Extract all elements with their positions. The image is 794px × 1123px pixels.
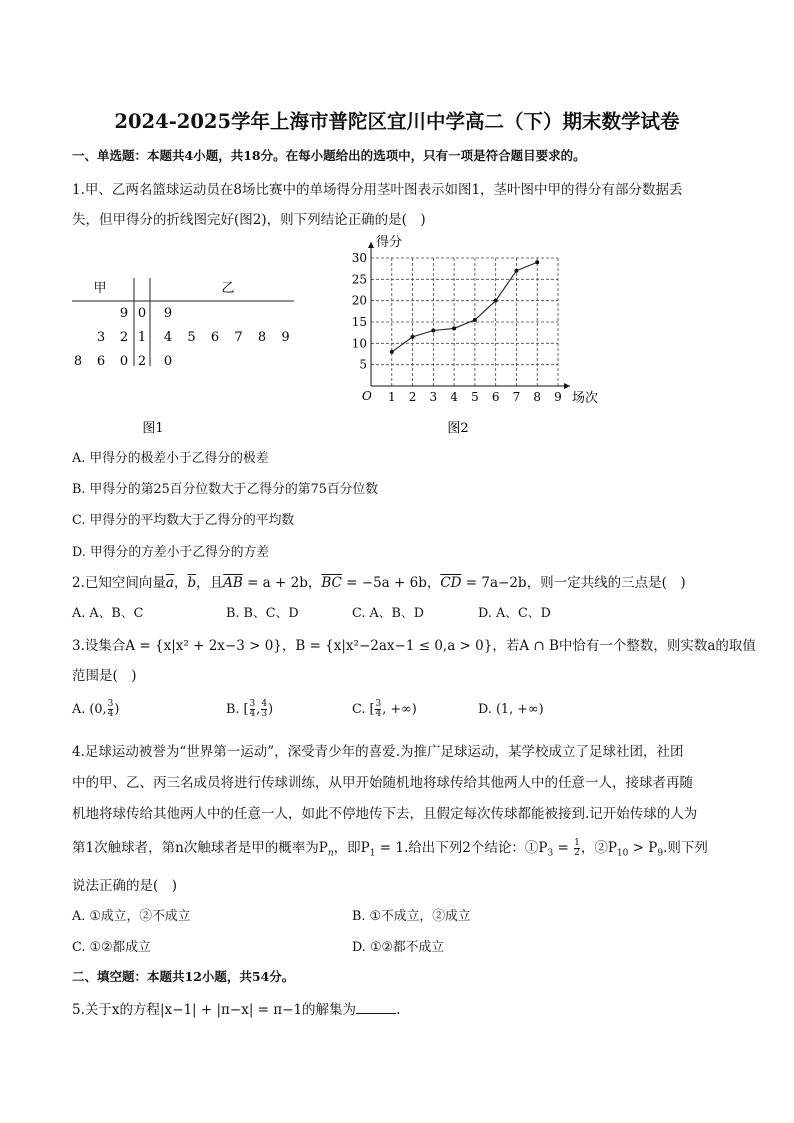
q1-option-b: B. 甲得分的第25百分位数大于乙得分的第75百分位数	[72, 482, 379, 497]
x-tick-label: 2	[408, 390, 417, 404]
fraction-denominator: 4	[107, 709, 114, 719]
q5-stem	[72, 998, 400, 1018]
q2-stem	[72, 571, 686, 591]
fraction-numerator: 3	[249, 699, 256, 709]
q2-comma: ，	[173, 575, 188, 591]
vector-a: $\overline{a}$	[165, 575, 174, 591]
q3-line-2: 范围是( )	[72, 668, 137, 684]
stem-leaf-right-leaf: 6	[210, 330, 220, 345]
subscript-9: 9	[657, 848, 664, 859]
q2-option-b: B. B、C、D	[226, 606, 299, 621]
q1-option-a: A. 甲得分的极差小于乙得分的极差	[72, 451, 269, 466]
data-point	[452, 326, 456, 330]
stem-leaf-left-leaf: 8	[73, 354, 83, 369]
subscript-n: n	[327, 848, 334, 859]
fraction-4-3	[261, 700, 267, 719]
stem-leaf-left-leaf: 2	[119, 330, 129, 345]
data-point	[473, 318, 477, 322]
x-tick-label: 7	[512, 390, 521, 404]
subscript-3: 3	[547, 848, 554, 859]
stem-leaf-stem: 0	[137, 306, 147, 321]
fraction-numerator: 1	[574, 838, 580, 848]
vector-ab: $\overline{AB}$	[223, 575, 243, 591]
q1-line-2: 失，但甲得分的折线图完好(图2)，则下列结论正确的是( )	[72, 212, 426, 228]
x-axis-label: 场次	[572, 391, 599, 406]
line-chart	[340, 230, 630, 440]
x-tick-label: 4	[450, 390, 458, 404]
page-title: 2024-2025学年上海市普陀区宜川中学高二（下）期末数学试卷	[114, 110, 680, 133]
vector-bc-expression: = −5a + 6b，	[341, 575, 441, 591]
stem-leaf-left-leaf: 6	[96, 354, 106, 369]
q4-text-c: = 1.给出下列2个结论：①P	[375, 840, 548, 856]
fraction-numerator: 3	[107, 699, 114, 709]
q2-option-c: C. A、B、D	[352, 606, 424, 621]
section-2-heading: 二、填空题：本题共12小题，共54分。	[72, 969, 295, 984]
q3-option-c-open: C. [	[352, 702, 375, 717]
figure-1-caption: 图1	[142, 421, 164, 436]
q2-option-a: A. A、B、C	[72, 606, 144, 621]
q3-option-c-close: , +∞)	[382, 702, 417, 717]
fraction-denominator: 2	[574, 848, 580, 858]
y-tick-label: 30	[351, 251, 367, 265]
fraction-denominator: 3	[261, 709, 268, 719]
q4-text-g: .则下列	[663, 840, 708, 856]
chart-grid	[371, 258, 558, 386]
vector-cd-expression: = 7a−2b，则一定共线的三点是( )	[461, 575, 686, 591]
y-tick-label: 25	[351, 272, 367, 287]
q4-text-b: ，即P	[333, 840, 370, 856]
q3-option-b	[226, 700, 273, 719]
q3-line-1: 3.设集合A = {x|x² + 2x−3 > 0}，B = {x|x²−2ax−1 ≤ 0,a > 0}，若A ∩ B中恰有一个整数，则实数a的取值	[72, 638, 756, 654]
figure-2-caption: 图2	[447, 421, 469, 436]
data-point	[431, 329, 435, 333]
subscript-1: 1	[369, 848, 376, 859]
q1-line-1: 1.甲、乙两名篮球运动员在8场比赛中的单场得分用茎叶图表示如图1，茎叶图中甲的得分有部分数据丢	[72, 182, 683, 198]
q3-option-d: D. (1, +∞)	[478, 702, 544, 717]
q3-option-b-comma: ,	[256, 702, 261, 717]
y-tick-label: 10	[351, 336, 367, 351]
data-point	[411, 335, 415, 339]
stem-leaf-header-right: 乙	[221, 281, 235, 296]
y-tick-label: 5	[359, 357, 367, 372]
q4-option-d: D. ①②都不成立	[352, 940, 445, 955]
stem-leaf-header-left: 甲	[93, 281, 107, 296]
q4-text-a: 第1次触球者，第n次触球者是甲的概率为P	[72, 840, 328, 856]
q4-line-4	[72, 836, 708, 859]
q5-text: 5.关于x的方程|x−1| + |π−x| = π−1的解集为	[72, 1002, 357, 1018]
stem-leaf-right-leaf: 5	[187, 330, 196, 345]
y-axis-arrow	[368, 242, 374, 248]
q4-text-e: ，②P	[580, 840, 617, 856]
q4-line-5: 说法正确的是( )	[72, 878, 178, 894]
y-axis-label: 得分	[376, 235, 403, 250]
fraction-numerator: 3	[375, 699, 382, 709]
stem-leaf-left-leaf: 3	[96, 330, 106, 345]
stem-leaf-right-leaf: 4	[163, 330, 173, 345]
q2-text-1: 2.已知空间向量	[72, 575, 166, 591]
stem-leaf-right-leaf: 0	[163, 354, 173, 369]
fraction-3-4	[250, 700, 256, 719]
x-tick-label: 6	[491, 390, 500, 404]
q4-line-3: 机地将球传给其他两人中的任意一人，如此不停地传下去，且假定每次传球都能被接到.记开始传球的人为	[72, 806, 698, 822]
stem-leaf-right-leaf: 9	[281, 330, 290, 345]
y-tick-label: 20	[351, 293, 367, 308]
section-1-heading: 一、单选题：本题共4小题，共18分。在每小题给出的选项中，只有一项是符合题目要求的。	[72, 148, 586, 163]
x-tick-label: 8	[533, 390, 542, 404]
fraction-denominator: 4	[249, 709, 256, 719]
fraction-numerator: 4	[261, 699, 268, 709]
data-point	[514, 269, 518, 273]
q3-option-a-close: )	[114, 702, 120, 717]
q4-text-d: =	[553, 840, 574, 856]
stem-leaf-rows	[74, 306, 290, 369]
answer-blank[interactable]	[356, 1001, 396, 1014]
fraction-3-4	[375, 700, 381, 719]
q5-end: .	[396, 1002, 401, 1018]
q2-option-d: D. A、C、D	[478, 606, 551, 621]
vector-cd: $\overline{CD}$	[440, 575, 462, 591]
data-point	[535, 260, 539, 264]
fraction-denominator: 4	[375, 709, 382, 719]
x-tick-label: 3	[429, 390, 438, 404]
stem-leaf-left-leaf: 9	[119, 306, 129, 321]
q4-text-f: > P	[628, 840, 658, 856]
data-point	[390, 350, 394, 354]
vector-bc: $\overline{BC}$	[321, 575, 342, 591]
vector-b: $\overline{b}$	[187, 575, 197, 591]
stem-leaf-stem: 2	[137, 354, 147, 369]
q4-option-a: A. ①成立，②不成立	[72, 909, 191, 924]
x-axis-arrow	[564, 383, 570, 389]
fraction-3-4	[108, 700, 114, 719]
subscript-10: 10	[616, 848, 629, 859]
data-point	[494, 299, 498, 303]
stem-leaf-figure	[60, 270, 310, 440]
q4-option-b: B. ①不成立，②成立	[352, 909, 471, 924]
x-tick-label: 9	[554, 390, 562, 404]
x-tick-label: 1	[387, 390, 396, 404]
q4-line-1: 4.足球运动被誉为“世界第一运动”，深受青少年的喜爱.为推广足球运动，某学校成立了足球社团，社团	[72, 744, 684, 760]
x-tick-label: 5	[471, 390, 479, 404]
q3-option-a-open: A. (0,	[72, 702, 107, 717]
stem-leaf-right-leaf: 9	[163, 306, 173, 321]
q3-option-b-open: B. [	[226, 702, 249, 717]
q1-option-d: D. 甲得分的方差小于乙得分的方差	[72, 545, 270, 560]
origin-label: O	[362, 389, 372, 403]
q3-option-c	[352, 700, 417, 719]
q4-line-2: 中的甲、乙、丙三名成员将进行传球训练，从甲开始随机地将球传给其他两人中的任意一人，接球者再随	[72, 775, 693, 791]
stem-leaf-left-leaf: 0	[119, 354, 129, 369]
stem-leaf-right-leaf: 7	[234, 330, 243, 345]
fraction-1-2	[574, 839, 580, 858]
stem-leaf-right-leaf: 8	[257, 330, 267, 345]
chart-axes	[368, 242, 570, 389]
q2-text-2: ，且	[196, 575, 224, 591]
stem-leaf-stem: 1	[137, 330, 147, 345]
q3-option-b-close: )	[268, 702, 274, 717]
q3-option-a	[72, 700, 119, 719]
y-tick-label: 15	[351, 315, 367, 329]
q1-option-c: C. 甲得分的平均数大于乙得分的平均数	[72, 513, 295, 528]
vector-ab-expression: = a + 2b，	[242, 575, 322, 591]
q4-option-c: C. ①②都成立	[72, 940, 151, 955]
